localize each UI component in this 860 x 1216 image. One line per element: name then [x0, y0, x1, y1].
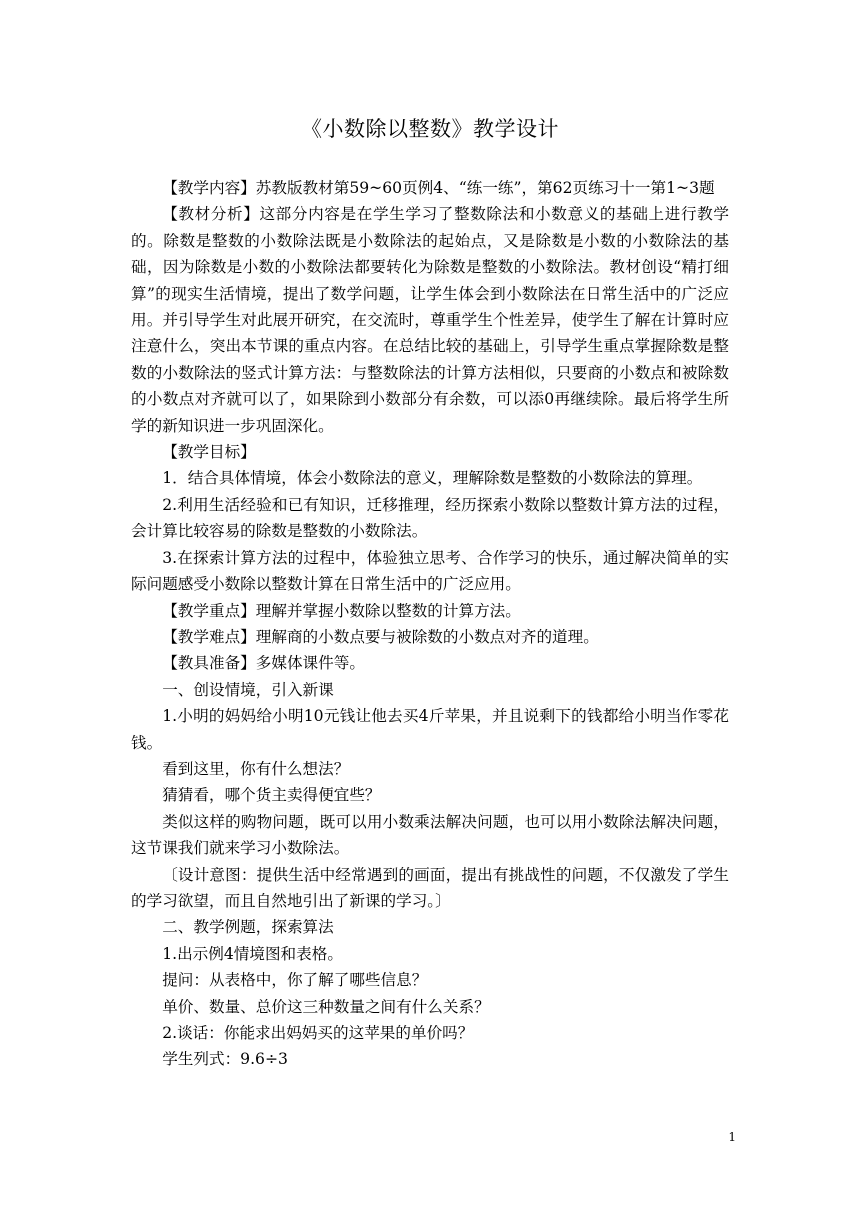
- document-title: 《小数除以整数》教学设计: [301, 117, 559, 141]
- paragraph-teaching-content: 【教学内容】苏教版教材第59~60页例4、“练一练”，第62页练习十一第1~3题: [162, 179, 715, 197]
- document-body: [131, 175, 729, 1073]
- paragraph-goal-3: 3.在探索计算方法的过程中，体验独立思考、合作学习的快乐，通过解决简单的实际问题感受小数除以整数计算在日常生活中的广泛应用。: [131, 548, 729, 594]
- paragraph-teaching-aids: 【教具准备】多媒体课件等。: [162, 654, 365, 673]
- paragraph-introduction: 类似这样的购物问题，既可以用小数乘法解决问题，也可以用小数除法解决问题，这节课我们就来学习小数除法。: [131, 812, 729, 858]
- paragraph-question-table: 提问：从表格中，你了解了哪些信息？: [162, 971, 428, 990]
- paragraph-design-intent: 〔设计意图：提供生活中经常遇到的画面，提出有挑战性的问题，不仅激发了学生的学习欲望，而且自然地引出了新课的学习。〕: [131, 865, 729, 910]
- paragraph-goal-2: 2.利用生活经验和已有知识，迁移推理，经历探索小数除以整数计算方法的过程，会计算比较容易的除数是整数的小数除法。: [131, 495, 729, 541]
- paragraph-teaching-focus: 【教学重点】理解并掌握小数除以整数的计算方法。: [162, 601, 521, 620]
- paragraph-teaching-goals-heading: 【教学目标】: [162, 443, 256, 462]
- paragraph-teaching-difficulty: 【教学难点】理解商的小数点要与被除数的小数点对齐的道理。: [162, 627, 599, 646]
- paragraph-scenario-1: 1.小明的妈妈给小明10元钱让他去买4斤苹果，并且说剩下的钱都给小明当作零花钱。: [131, 707, 729, 752]
- section-heading-2: 二、教学例题，探索算法: [162, 918, 334, 937]
- paragraph-material-analysis: 【教材分析】这部分内容是在学生学习了整数除法和小数意义的基础上进行教学的。除数是整数的小数除法既是小数除法的起始点，又是除数是小数的小数除法的基础，因为除数是小数的小数除法都要转化为除数是整数的小数除法。教材创设“精打细算”的现实生活情境，提出了数学问题，让学生体会到小数除法在日常生活中的广泛应用。并引导学生对此展开研究，在交流时，尊重学生个性差异，使学生了解在计算时应注意什么，突出本节课的重点内容。在总结比较的基础上，引导学生重点掌握除数是整数的小数除法的竖式计算方法：与整数除法的计算方法相似，只要商的小数点和被除数的小数点对齐就可以了，如果除到小数部分有余数，可以添0再继续除。最后将学生所学的新知识进一步巩固深化。: [131, 205, 729, 435]
- paragraph-question-relation: 单价、数量、总价这三种数量之间有什么关系？: [162, 997, 490, 1016]
- paragraph-goal-1: 1．结合具体情境，体会小数除法的意义，理解除数是整数的小数除法的算理。: [162, 469, 703, 488]
- section-heading-1: 一、创设情境，引入新课: [162, 680, 334, 699]
- paragraph-student-formula: 学生列式：9.6÷3: [162, 1050, 288, 1069]
- paragraph-example-4: 1.出示例4情境图和表格。: [162, 944, 343, 963]
- paragraph-question-thoughts: 看到这里，你有什么想法？: [162, 759, 350, 778]
- paragraph-question-guess: 猜猜看，哪个货主卖得便宜些？: [162, 786, 381, 805]
- paragraph-talk: 2.谈话：你能求出妈妈买的这苹果的单价吗？: [162, 1024, 474, 1042]
- page-number: 1: [728, 1130, 736, 1144]
